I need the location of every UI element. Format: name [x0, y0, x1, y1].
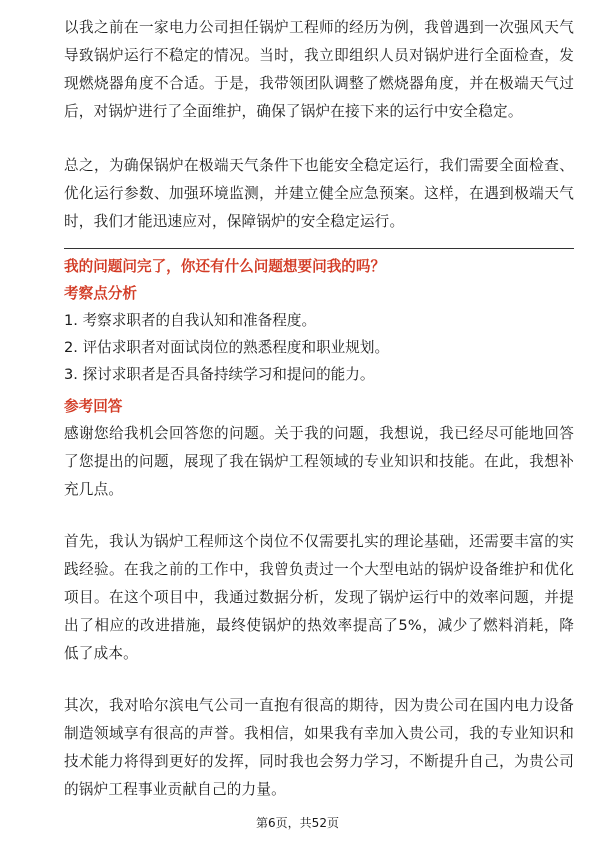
analysis-title: 考察点分析 [64, 285, 137, 302]
question-heading: 我的问题问完了，你还有什么问题想要问我的吗？ [64, 258, 386, 275]
page-number: 第6页，共52页 [256, 816, 339, 830]
answer-paragraph-1: 感谢您给我机会回答您的问题。关于我的问题，我想说，我已经尽可能地回答了您提出的问题，展现了我在锅炉工程领域的专业知识和技能。在此，我想补充几点。 [64, 425, 574, 498]
analysis-item-3: 3. 探讨求职者是否具备持续学习和提问的能力。 [64, 366, 375, 383]
analysis-item-2: 2. 评估求职者对面试岗位的熟悉程度和职业规划。 [64, 339, 390, 356]
section-divider [64, 248, 574, 249]
answer-title: 参考回答 [64, 398, 123, 415]
answer-paragraph-2: 首先，我认为锅炉工程师这个岗位不仅需要扎实的理论基础，还需要丰富的实践经验。在我之前的工作中，我曾负责过一个大型电站的锅炉设备维护和优化项目。在这个项目中，我通过数据分析，发现了锅炉运行中的效率问题，并提出了相应的改进措施，最终使锅炉的热效率提高了5%，减少了燃料消耗，降低了成本。 [64, 533, 574, 662]
analysis-list [64, 307, 574, 388]
intro-paragraph-1: 以我之前在一家电力公司担任锅炉工程师的经历为例，我曾遇到一次强风天气导致锅炉运行不稳定的情况。当时，我立即组织人员对锅炉进行全面检查，发现燃烧器角度不合适。于是，我带领团队调整了燃烧器角度，并在极端天气过后，对锅炉进行了全面维护，确保了锅炉在接下来的运行中安全稳定。 [64, 19, 574, 120]
intro-paragraph-2: 总之，为确保锅炉在极端天气条件下也能安全稳定运行，我们需要全面检查、优化运行参数、加强环境监测，并建立健全应急预案。这样，在遇到极端天气时，我们才能迅速应对，保障锅炉的安全稳定运行。 [64, 157, 574, 230]
answer-paragraph-3: 其次，我对哈尔滨电气公司一直抱有很高的期待，因为贵公司在国内电力设备制造领域享有很高的声誉。我相信，如果我有幸加入贵公司，我的专业知识和技术能力将得到更好的发挥，同时我也会努力学习，不断提升自己，为贵公司的锅炉工程事业贡献自己的力量。 [64, 697, 574, 798]
document-body [64, 14, 574, 804]
analysis-item-1: 1. 考察求职者的自我认知和准备程度。 [64, 312, 317, 329]
